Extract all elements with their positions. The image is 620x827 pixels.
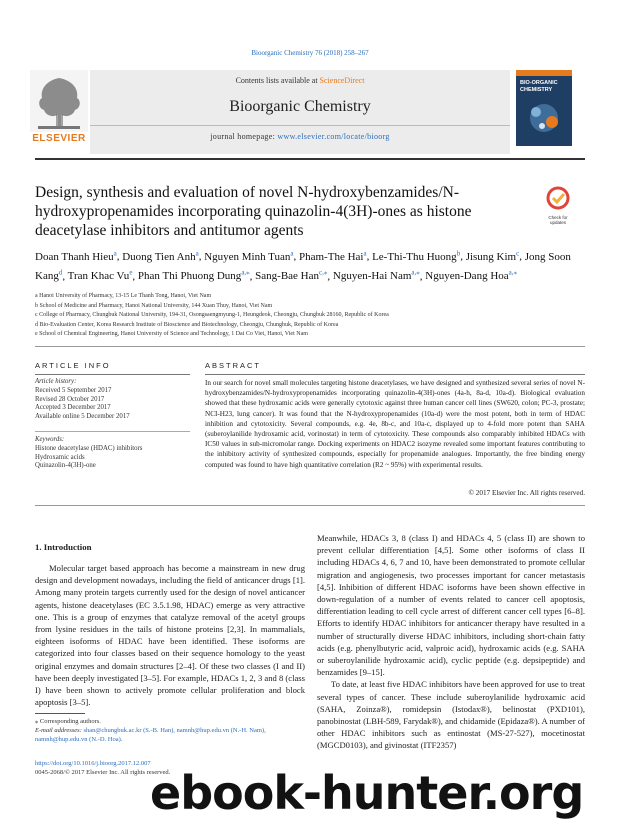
affiliation: a Hanoi University of Pharmacy, 13-15 Le Thanh Tong, Hanoi, Viet Nam	[35, 293, 212, 299]
author-name: Le-Thi-Thu Huong	[372, 250, 457, 263]
abstract-text: In our search for novel small molecules targeting histone deacetylases, we have designed and synthesized several series of novel N-hydroxybenzamides/N-hydroxypropenamides incorporating quinazolin-4(3H)-ones (4a-h, 8a-d, 10a-d). Biological evaluation showed that these hydroxamic acids were generally cytotoxic against three human cancer cell lines (SW620, colon; PC-3, prostate; NCI-H23, lung cancer). It was found that the N-hydroxypropenamides (10a-d) were the most potent, both in term of HDAC inhibition and cytotoxicity. Several compounds, e.g. 4e, 8b-c, and 10a-c, displayed up to 4-fold more potent than SAHA (suberoylanilide hydroxamic acid, vorinostat) in term of cytotoxicity. These compounds also comparably inhibited HDACs with IC50 values in sub-micromolar range. Docking experiments on HDAC2 isozyme revealed some important features contributing to the inhibitory activity of synthesized compounds, especially for propenamide analogues. Importantly, the free binding energy computed was found to have high quantitative correlation (R2 ~ 95%) with experimental results.	[205, 379, 585, 469]
sciencedirect-link[interactable]: ScienceDirect	[319, 76, 365, 85]
author[interactable]	[35, 251, 117, 263]
keyword: Hydroxamic acids	[35, 453, 85, 461]
article-info-rule	[35, 374, 190, 375]
author[interactable]	[466, 251, 520, 263]
author[interactable]	[68, 270, 133, 282]
author-affiliation-mark[interactable]: d	[58, 268, 63, 277]
journal-citation[interactable]: Bioorganic Chemistry 76 (2018) 258–267	[251, 49, 369, 57]
author-name: Tran Khac Vu	[67, 270, 130, 283]
check-updates-line1: Check for	[548, 215, 568, 220]
author-name: Sang-Bae Han	[255, 270, 320, 283]
author-name: Pham-The Hai	[299, 250, 364, 263]
journal-title: Bioorganic Chemistry	[229, 98, 371, 115]
author-affiliation-mark[interactable]: b	[456, 249, 461, 257]
article-history	[35, 378, 195, 422]
intro-paragraph-3-text: To date, at least five HDAC inhibitors have been approved for use to treat several types of cancer. These include suberoylanilide hydroxamic acid (SAHA, Zoinza®), romidepsin (Istodax®), belinostat (PXD101), panobinostat (LBH-589, Farydak®), and chidamide (Epidaza®). A number of other HDAC inhibitors such as entinostat (MS-27-527), mocetinostat (MGCD0103), and givinostat (ITF2357)	[317, 679, 585, 751]
article-history-label: Article history:	[35, 378, 77, 385]
section-heading-introduction: 1. Introduction	[35, 542, 92, 552]
watermark: ebook-hunter.org	[150, 766, 584, 820]
author-affiliation-mark[interactable]: a	[290, 249, 294, 257]
contents-line	[90, 76, 510, 85]
affiliations-divider	[35, 346, 585, 347]
author-affiliation-mark[interactable]: a	[195, 249, 199, 257]
author-name: Doan Thanh Hieu	[35, 250, 114, 263]
keywords	[35, 436, 195, 471]
author-name: Nguyen Minh Tuan	[204, 250, 291, 263]
history-item: Available online 5 December 2017	[35, 413, 130, 421]
author-affiliation-mark[interactable]: a,⁎	[411, 268, 420, 277]
email-note	[35, 726, 305, 744]
journal-homepage	[90, 132, 510, 141]
cover-top-band	[516, 70, 572, 76]
author[interactable]	[204, 251, 293, 263]
check-for-updates-badge[interactable]	[541, 186, 575, 225]
affiliation: b School of Medicine and Pharmacy, Hanoi National University, 144 Xuan Thuy, Hanoi, Viet Nam	[35, 302, 273, 309]
author[interactable]	[138, 270, 250, 282]
homepage-link[interactable]: www.elsevier.com/locate/bioorg	[277, 132, 390, 141]
author[interactable]	[425, 270, 517, 282]
abstract-rule	[205, 374, 585, 375]
history-item: Revised 28 October 2017	[35, 395, 105, 403]
affiliations	[35, 292, 590, 340]
rights-line: 0045-2068/© 2017 Elsevier Inc. All rights reserved.	[35, 769, 171, 776]
corresponding-note: ⁎ Corresponding authors.	[35, 718, 101, 725]
header-divider	[90, 125, 510, 126]
history-item: Accepted 3 December 2017	[35, 404, 111, 412]
author[interactable]	[299, 251, 367, 263]
header-bottom-rule	[35, 158, 585, 160]
author[interactable]	[255, 270, 327, 282]
author-affiliation-mark[interactable]: c	[516, 249, 520, 257]
history-item: Received 5 September 2017	[35, 386, 112, 394]
footnote-rule	[35, 713, 85, 714]
article-info-heading: ARTICLE INFO	[35, 361, 111, 370]
abstract-bottom-rule	[35, 505, 585, 506]
author-affiliation-mark[interactable]: e	[129, 268, 133, 277]
check-updates-line2: updates	[549, 220, 566, 225]
intro-paragraph-1: Molecular target based approach has become a mainstream in new drug design and development nowadays, including the field of anticancer drugs [1]. Among many protein targets currently used for the design of novel anticancer agents, histone deacetylases (EC 3.5.1.98, HDAC) emerge as very attractive one. This is a group of enzymes that catalyze removal of the acetyl groups from lysine residues in the tails of histone proteins [2,3]. In mammalials, eighteen isoforms of HDAC have been identified. These isoforms are categorized into four classes based on their sequence homology to the yeast original enzymes and domain structures [2–4]. Of these two classes (I and II) have been deeply investigated [3–5]. For example, HDACs 1, 2, 3 and 8 (class I) have been shown to actively promote cellular proliferation and block apoptosis [3–5].	[35, 563, 305, 708]
elsevier-logo	[30, 70, 88, 148]
history-keywords-divider	[35, 431, 190, 432]
homepage-prefix: journal homepage:	[210, 132, 278, 141]
author-affiliation-mark[interactable]: a,⁎	[241, 268, 250, 277]
author-name: Nguyen-Dang Hoa	[425, 270, 509, 283]
keyword: Quinazolin-4(3H)-one	[35, 462, 96, 470]
author[interactable]	[372, 251, 460, 263]
abstract-copyright: © 2017 Elsevier Inc. All rights reserved.	[468, 489, 585, 497]
cover-title-1: BIO-ORGANIC	[520, 80, 558, 86]
affiliation: d Bio-Evaluation Center, Korea Research Institute of Bioscience and Biotechnology, Cheongju, Chungbuk, Republic of Korea	[35, 321, 339, 328]
author-affiliation-mark[interactable]: c,⁎	[319, 268, 328, 277]
cover-title-2: CHEMISTRY	[520, 87, 553, 93]
keyword: Histone deacetylase (HDAC) inhibitors	[35, 444, 143, 452]
footnotes	[35, 717, 305, 744]
cover-molecule-graphic	[522, 98, 566, 138]
author-list: Doan Thanh Hieu$^a$, Duong Tien Anh$^a$, Nguyen Minh Tuan$^a$, Pham-The Hai$^a$, Le-Thi-Thu Huong$^b$, Jisung Kim$^c$, Jong Soon Kang$^d$, Tran Khac Vu$^e$, Phan Thi Phuong Dung$^{a,⁎}$, Sang-Bae Han$^{c,⁎}$, Nguyen-Hai Nam$^{a,⁎}$, Nguyen-Dang Hoa$^{a,⁎}$	[35, 249, 571, 283]
author-affiliation-mark[interactable]: a,⁎	[508, 268, 518, 277]
affiliation: c College of Pharmacy, Chungbuk National University, 194-31, Osongsaengmyung-1, Heungdeok, Cheongju, Chungbuk 28160, Republic of Korea	[35, 312, 389, 318]
intro-paragraph-2	[317, 532, 585, 752]
elsevier-wordmark: ELSEVIER	[32, 133, 86, 144]
journal-cover-image	[516, 70, 572, 146]
affiliation: e School of Chemical Engineering, Hanoi University of Science and Technology, 1 Dai Co Viet, Hanoi, Viet Nam	[35, 331, 308, 337]
article-title: Design, synthesis and evaluation of novel N-hydroxybenzamides/N-hydroxypropenamides incorporating quinazolin-4(3H)-ones as histone deacetylase inhibitors and antitumor agents	[35, 184, 472, 239]
author-affiliation-mark[interactable]: a	[113, 249, 117, 257]
author[interactable]	[333, 270, 420, 282]
check-updates-icon	[541, 186, 575, 210]
author-name: Phan Thi Phuong Dung	[137, 270, 242, 283]
email-label: E-mail addresses:	[35, 727, 82, 734]
author-name: Duong Tien Anh	[122, 250, 196, 263]
keywords-label: Keywords:	[35, 436, 65, 443]
intro-paragraph-2-text: Meanwhile, HDACs 3, 8 (class I) and HDACs 4, 5 (class II) are shown to prevent cellular differentiation [4,5]. Some other isoforms of class II including HDACs 4, 6, 7 and 10, have been demonstrated to promote cellular migration and angiogenesis, two processes important for cancer metastasis [4,5]. Inhibition of different HDAC isoforms have been shown effective in down-regulation of a number of events related to cancer cell apoptosis, differentiation leading to cell cycle arrest of different cancer cell types [6–8]. Efforts to identify HDAC inhibitors for anticancer therapy have resulted in a number of structurally diverse HDAC inhibitors, including short-chain fatty acids (e.g. phenylbutyric acid, valproic acid), hydroxamic acids (e.g. SAHA or suberoylanilide hydroxamic acid), cyclic peptide (e.g. depsipeptide) and benzamides [9–15].	[317, 533, 585, 678]
author[interactable]	[122, 251, 198, 263]
email-addresses[interactable]: shan@chungbuk.ac.kr (S.-B. Han), namnh@hup.edu.vn (N.-H. Nam), namnh@hup.edu.vn (N.-D. Hoa).	[35, 727, 266, 743]
author-name: Jisung Kim	[465, 250, 517, 263]
contents-prefix: Contents lists available at	[235, 76, 320, 85]
abstract-heading: ABSTRACT	[205, 361, 262, 370]
author-name: Nguyen-Hai Nam	[332, 270, 412, 283]
author-name: Jong Soon Kang	[35, 250, 571, 283]
author-affiliation-mark[interactable]: a	[363, 249, 367, 257]
doi-link[interactable]: https://doi.org/10.1016/j.bioorg.2017.12.007	[35, 760, 151, 767]
